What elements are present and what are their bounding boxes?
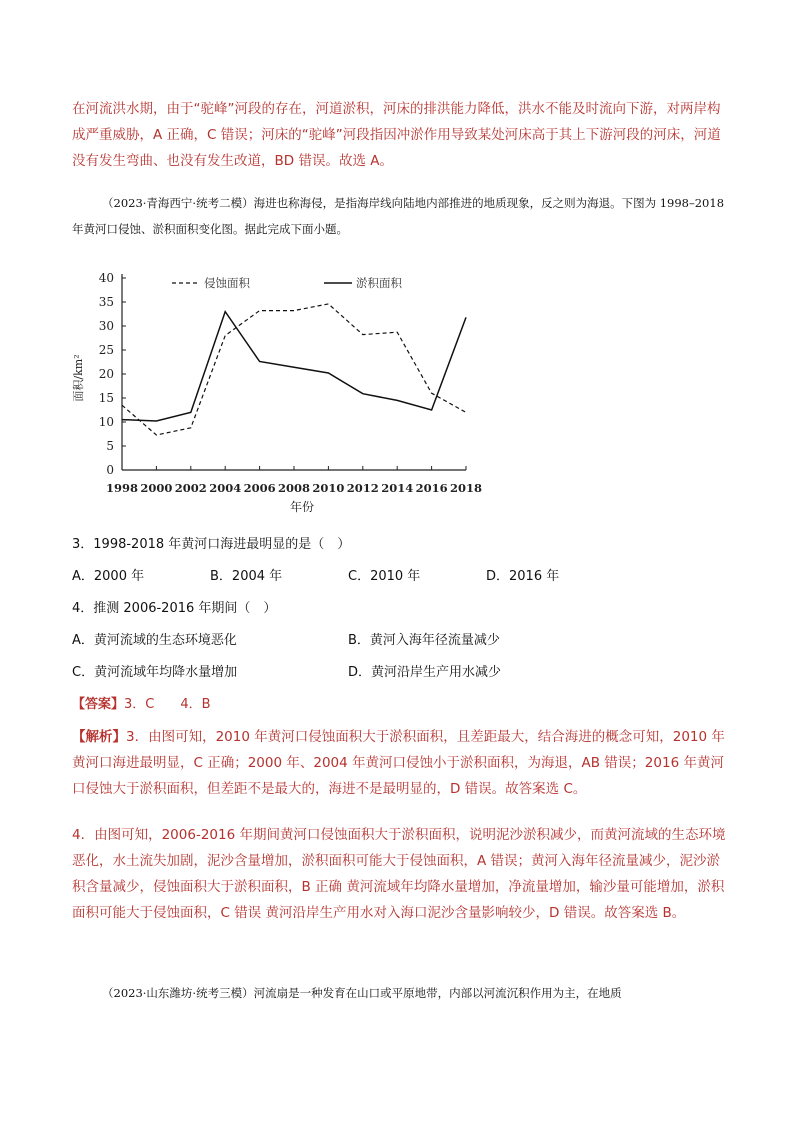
y-tick-label: 15 — [98, 391, 114, 405]
x-tick-label: 2004 — [209, 481, 242, 495]
y-tick-label: 35 — [98, 295, 114, 309]
x-tick-label: 2006 — [243, 481, 276, 495]
answer-label: 【答案】 — [72, 697, 125, 712]
previous-explanation: 在河流洪水期，由于“驼峰”河段的存在，河道淤积，河床的排洪能力降低，洪水不能及时流向下游，对两岸构成严重威胁，A 正确，C 错误；河床的“驼峰”河段指因冲淤作用导致某处河床高于其上下游河段的河床，河道没有发生弯曲、也没有发生改道，BD 错误。故选 A。 — [72, 101, 721, 169]
chart-axes — [122, 274, 466, 470]
answer-line — [72, 696, 211, 714]
x-tick-label: 1998 — [105, 481, 139, 495]
y-tick-label: 25 — [98, 343, 114, 357]
q4-option-b: B．黄河入海年径流量减少 — [348, 633, 500, 648]
q3-option-a: A．2000 年 — [72, 569, 145, 584]
x-tick-label: 2014 — [381, 481, 414, 495]
analysis-q3-text: 3．由图可知，2010 年黄河口侵蚀面积大于淤积面积，且差距最大，结合海进的概念可知，2010 年黄河口海进最明显，C 正确；2000 年、2004 年黄河口侵蚀小于淤积面积，为海退，AB 错误；2016 年黄河口侵蚀大于淤积面积，但差距不是最大的，海进不是最明显的，D 错误。故答案选 C。 — [72, 729, 725, 797]
x-tick-label: 2008 — [277, 481, 311, 495]
legend-label: 淤积面积 — [356, 276, 402, 290]
q4-option-d: D．黄河沿岸生产用水减少 — [348, 665, 502, 680]
x-tick-label: 2012 — [346, 481, 379, 495]
x-tick-label: 2018 — [449, 481, 483, 495]
y-tick-label: 0 — [106, 463, 114, 477]
answer-text: 3．C 4．B — [124, 697, 211, 712]
analysis-label: 【解析】 — [72, 729, 126, 745]
y-tick-label: 10 — [98, 415, 114, 429]
y-tick-label: 5 — [106, 439, 114, 453]
q3-option-c: C．2010 年 — [348, 569, 421, 584]
q3-option-b: B．2004 年 — [210, 569, 283, 584]
q4-option-c: C．黄河流域年均降水量增加 — [72, 665, 238, 680]
y-axis-label: 面积/km² — [72, 354, 85, 402]
analysis-q3 — [72, 724, 732, 802]
x-axis-label: 年份 — [289, 500, 315, 514]
erosion-area-line — [122, 304, 466, 435]
y-tick-label: 20 — [98, 367, 114, 381]
q4-option-a: A．黄河流域的生态环境恶化 — [72, 633, 237, 648]
question-3-stem: 3．1998-2018 年黄河口海进最明显的是（ ） — [72, 537, 351, 552]
question-4-stem: 4．推测 2006-2016 年期间（ ） — [72, 601, 277, 616]
y-tick-label: 30 — [98, 319, 114, 333]
analysis-q4: 4．由图可知，2006-2016 年期间黄河口侵蚀面积大于淤积面积，说明泥沙淤积减少，而黄河流域的生态环境恶化，水土流失加剧，泥沙含量增加，淤积面积可能大于侵蚀面积，A 错误；黄河入海年径流量减少，泥沙淤积含量减少，侵蚀面积大于淤积面积，B 正确 黄河流域年均降水量增加，净流量增加，输沙量可能增加，淤积面积可能大于侵蚀面积，C 错误 黄河沿岸生产用水对入海口泥沙含量影响较少，D 错误。故答案选 B。 — [72, 827, 726, 921]
next-question-intro: （2023·山东潍坊·统考三模）河流扇是一种发育在山口或平原地带，内部以河流沉积作用为主，在地质 — [102, 986, 622, 1000]
question-intro: （2023·青海西宁·统考二模）海进也称海侵，是指海岸线向陆地内部推进的地质现象，反之则为海退。下图为 1998–2018 年黄河口侵蚀、淤积面积变化图。据此完成下面小题。 — [72, 196, 725, 236]
legend-label: 侵蚀面积 — [204, 276, 250, 290]
q3-option-d: D．2016 年 — [486, 569, 560, 584]
erosion-deposition-chart — [72, 262, 506, 514]
chart-series — [122, 304, 466, 435]
y-tick-label: 40 — [98, 271, 114, 285]
deposition-area-line — [122, 312, 466, 421]
x-tick-label: 2016 — [415, 481, 448, 495]
x-tick-label: 2010 — [312, 481, 345, 495]
x-tick-label: 2002 — [174, 481, 207, 495]
x-tick-label: 2000 — [140, 481, 173, 495]
chart-legend — [172, 276, 402, 290]
